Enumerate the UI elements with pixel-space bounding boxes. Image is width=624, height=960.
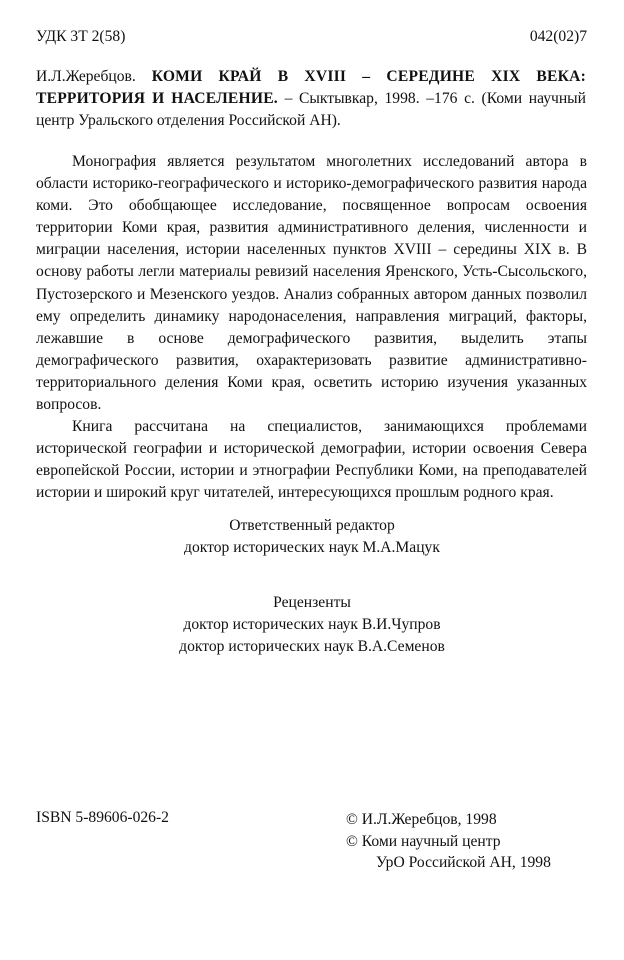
copyright-line: © Коми научный центр [346, 832, 501, 850]
imprint: – Сыктывкар, 1998. –176 с. (Коми научный центр Уральского отделения Российской АН). [36, 90, 587, 129]
editor-heading: Ответственный редактор [229, 517, 395, 534]
isbn: ISBN 5-89606-026-2 [36, 809, 169, 826]
author-name: И.Л.Жеребцов. [36, 68, 136, 85]
copyright-line: УрО Российской АН, 1998 [376, 854, 551, 871]
reviewers-block [0, 592, 624, 658]
reviewers-heading: Рецензенты [273, 594, 351, 611]
copyright-line: © И.Л.Жеребцов, 1998 [346, 811, 497, 828]
reviewer-name: доктор исторических наук В.А.Семенов [179, 638, 445, 655]
bibliographic-record [36, 66, 586, 132]
udk-code: УДК 3Т 2(58) [36, 28, 126, 45]
classification-code: 042(02)7 [529, 28, 587, 45]
book-title: КОМИ КРАЙ В XVIII – СЕРЕДИНЕ XIX ВЕКА: ТЕРРИТОРИЯ И НАСЕЛЕНИЕ. [36, 68, 586, 107]
abstract-paragraph: Книга рассчитана на специалистов, занимающихся проблемами исторической географии и исторической демографии, истории освоения Севера европейской России, истории и этнографии Республики Коми, на преподавателей истории и широкий круг читателей, интересующихся прошлым родного края. [36, 418, 587, 502]
editor-name: доктор исторических наук М.А.Мацук [184, 539, 440, 556]
reviewer-name: доктор исторических наук В.И.Чупров [183, 616, 441, 633]
abstract [36, 151, 587, 505]
abstract-paragraph: Монография является результатом многолетних исследований автора в области историко-географического и историко-демографического развития народа коми. Это обобщающее исследование, посвященное вопросам освоения территории Коми края, развития административного деления, численности и миграции населения, истории населенных пунктов XVIII – середины XIX в. В основу работы легли материалы ревизий населения Яренского, Усть-Сысольского, Пустозерского и Мезенского уездов. Анализ собранных автором данных позволил ему определить динамику народонаселения, направления миграций, факторы, лежавшие в основе демографического развития, выделить этапы демографического развития, охарактеризовать развитие административно-территориального деления Коми края, осветить историю изучения указанных вопросов. [36, 153, 587, 414]
copyright-block [346, 809, 551, 874]
editor-block [0, 515, 624, 559]
